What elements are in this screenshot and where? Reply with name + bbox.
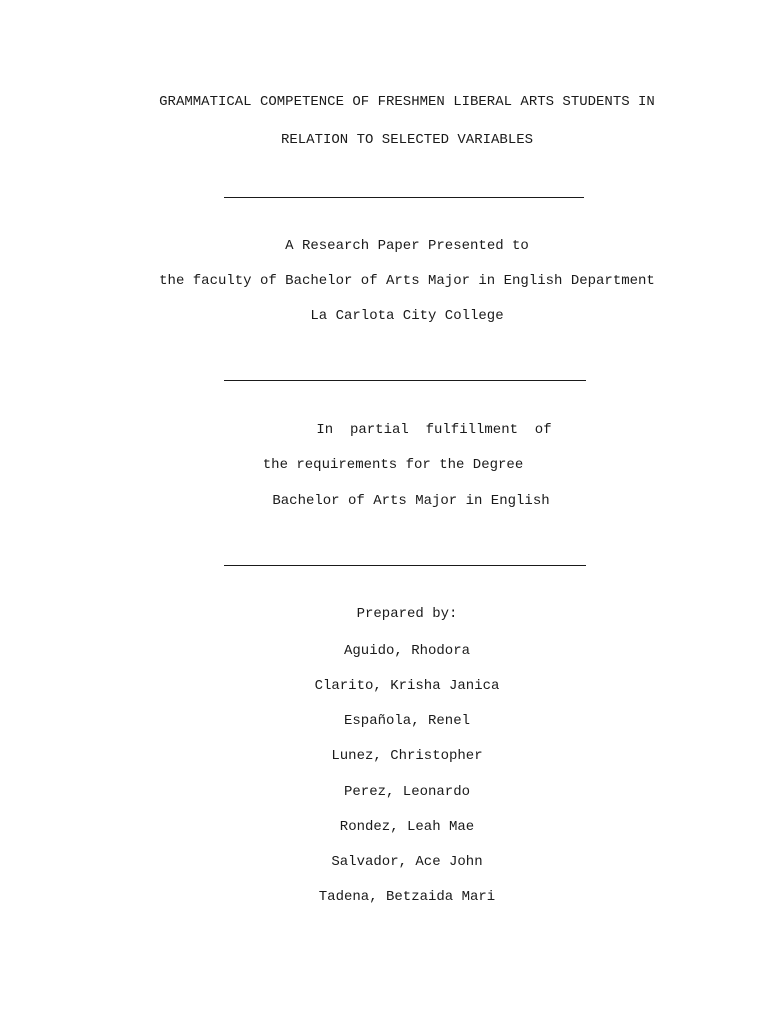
divider-rule-3 <box>224 565 586 566</box>
fulfillment-line-2: the requirements for the Degree <box>262 457 524 473</box>
author-name: Clarito, Krisha Janica <box>314 678 500 694</box>
author-name: Española, Renel <box>343 713 471 729</box>
title-line-1: GRAMMATICAL COMPETENCE OF FRESHMEN LIBERAL ARTS STUDENTS IN <box>159 94 655 110</box>
divider-rule-2 <box>224 380 586 381</box>
author-name: Lunez, Christopher <box>331 748 483 764</box>
divider-rule-1 <box>224 197 584 198</box>
author-name: Rondez, Leah Mae <box>339 819 475 835</box>
prepared-by-heading: Prepared by: <box>356 606 458 622</box>
presentation-line-3: La Carlota City College <box>310 308 504 324</box>
author-name: Salvador, Ace John <box>331 854 483 870</box>
presentation-line-2: the faculty of Bachelor of Arts Major in English Department <box>159 273 655 289</box>
author-name: Perez, Leonardo <box>343 784 471 800</box>
fulfillment-line-1: In partial fulfillment of <box>316 422 552 438</box>
presentation-line-1: A Research Paper Presented to <box>285 238 529 254</box>
author-name: Tadena, Betzaida Mari <box>318 889 496 905</box>
author-name: Aguido, Rhodora <box>343 643 471 659</box>
fulfillment-line-3: Bachelor of Arts Major in English <box>272 493 550 509</box>
title-line-2: RELATION TO SELECTED VARIABLES <box>280 132 534 148</box>
